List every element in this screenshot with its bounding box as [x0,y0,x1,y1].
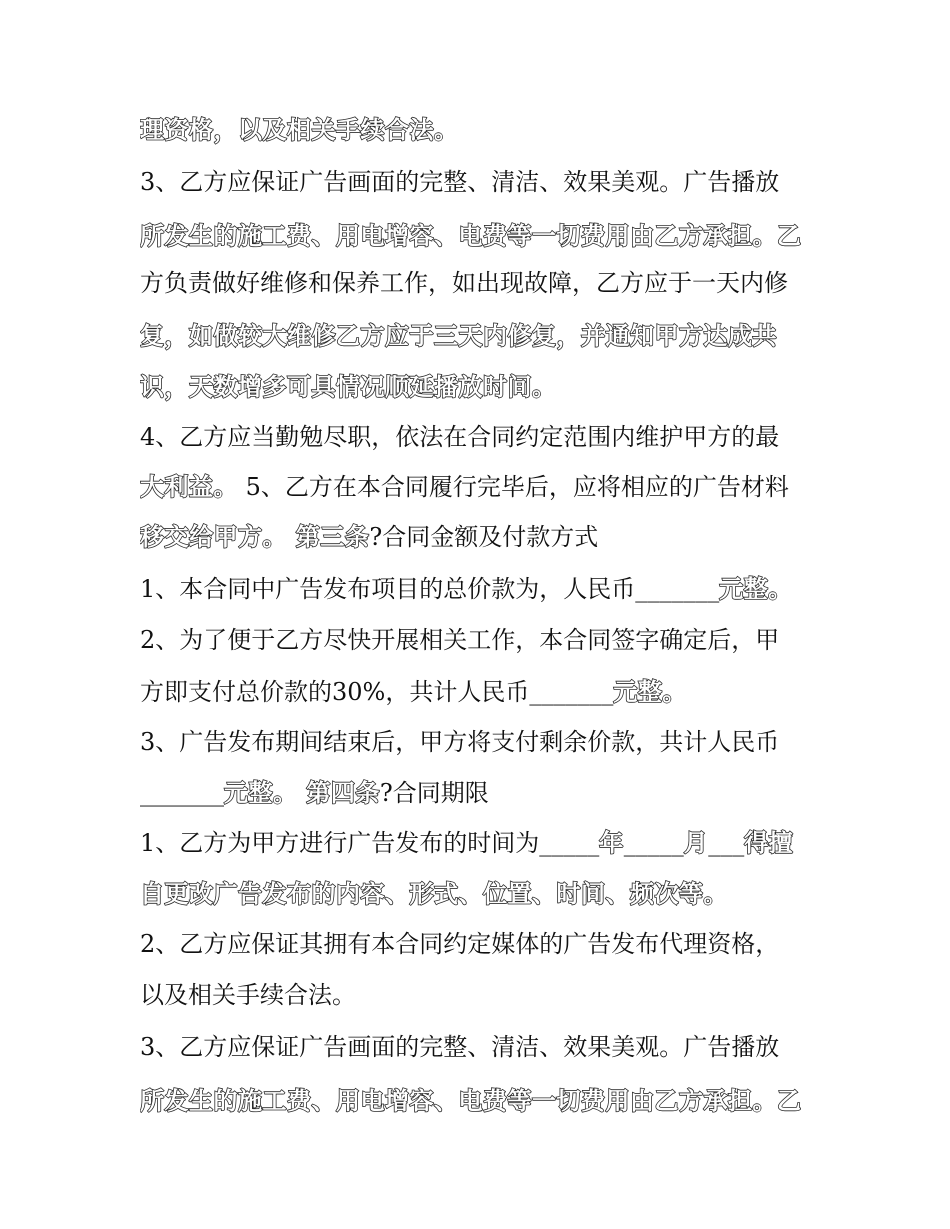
text-line [140,620,830,660]
text-line [140,467,830,507]
text-line [140,162,830,202]
outlined-text-segment: 元整。 [719,575,793,603]
text-segment: 2、为了便于乙方尽快开展相关工作，本合同签字确定后，甲 [140,626,780,654]
text-line [140,569,830,609]
text-segment: 方即支付总价款的30%，共计人民币_______ [140,678,614,706]
text-segment: 5、乙方在本合同履行完毕后，应将相应的广告材料 [238,473,789,501]
text-line [140,975,830,1015]
text-line [140,823,830,863]
outlined-text-segment: 复，如做较大维修乙方应于三天内修复，并通知甲方达成共 [140,322,777,350]
outlined-text-segment: 月 [683,829,709,857]
text-segment: 4、乙方应当勤勉尽职，依法在合同约定范围内维护甲方的最 [140,423,780,451]
text-line [140,722,830,762]
text-line [140,924,830,964]
text-segment: 以及相关手续合法。 [140,981,356,1009]
text-segment: _______ [140,779,224,807]
text-line [140,1027,830,1067]
outlined-text-segment: 所发生的施工费、用电增容、电费等一切费用由乙方承担。乙 [140,222,802,250]
outlined-text-segment: 自更改广告发布的内容、形式、位置、时间、频次等。 [140,880,728,908]
text-line [140,216,830,256]
text-line [140,874,830,914]
outlined-text-segment: 元整。 第四条 [224,779,380,807]
text-line [140,263,830,303]
outlined-text-segment: 年 [599,829,624,857]
text-segment: ?合同金额及付款方式 [369,523,599,551]
outlined-text-segment: 所发生的施工费、用电增容、电费等一切费用由乙方承担。乙 [140,1087,802,1115]
text-line [140,110,830,150]
text-line [140,517,830,557]
text-segment: _____ [623,829,684,857]
text-line [140,316,830,356]
text-line [140,672,830,712]
text-segment: 方负责做好维修和保养工作，如出现故障，乙方应于一天内修 [140,269,788,297]
outlined-text-segment: 得擅 [744,829,794,857]
outlined-text-segment: 大利益。 [140,473,238,501]
outlined-text-segment: 识，天数增多可具情况顺延播放时间。 [140,373,557,401]
text-line [140,367,830,407]
text-segment: 1、乙方为甲方进行广告发布的时间为_____ [140,829,600,857]
text-segment: 3、乙方应保证广告画面的完整、清洁、效果美观。广告播放 [140,1033,780,1061]
text-line [140,1081,830,1121]
text-segment: ___ [708,829,745,857]
text-segment: 2、乙方应保证其拥有本合同约定媒体的广告发布代理资格， [140,930,780,958]
text-segment: 1、本合同中广告发布项目的总价款为，人民币_______ [140,575,720,603]
text-line [140,773,830,813]
outlined-text-segment: 移交给甲方。 第三条 [140,523,370,551]
text-segment: 3、乙方应保证广告画面的完整、清洁、效果美观。广告播放 [140,168,780,196]
text-segment: 3、广告发布期间结束后，甲方将支付剩余价款，共计人民币 [140,728,780,756]
text-line [140,417,830,457]
text-segment: ?合同期限 [379,779,489,807]
outlined-text-segment: 元整。 [613,678,687,706]
outlined-text-segment: 理资格，以及相关手续合法。 [140,116,459,144]
